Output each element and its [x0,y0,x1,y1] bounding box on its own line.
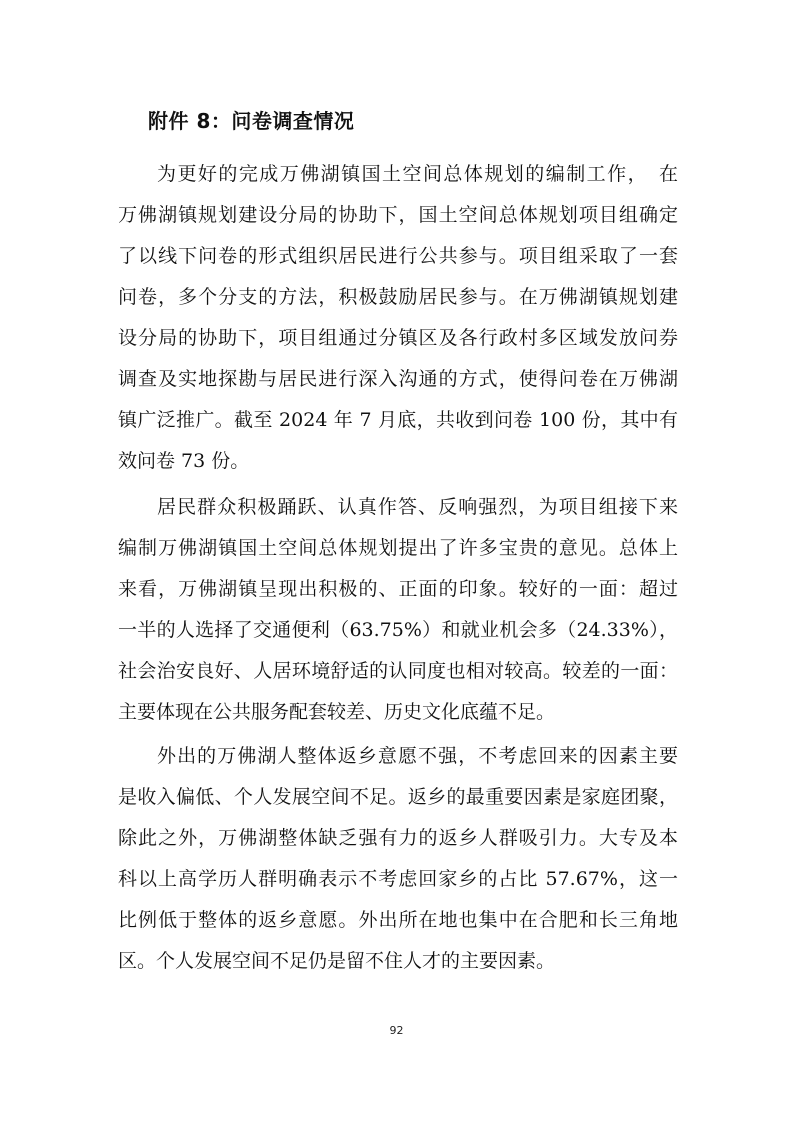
paragraph-3-line-3: 除此之外，万佛湖整体缺乏强有力的返乡人群吸引力。大专及本 [118,827,678,849]
paragraph-2-line-3: 来看，万佛湖镇呈现出积极的、正面的印象。较好的一面：超过 [118,578,678,600]
paragraph-2-line-2: 编制万佛湖镇国土空间总体规划提出了许多宝贵的意见。总体上 [118,537,678,559]
paragraph-1-line-1: 为更好的完成万佛湖镇国土空间总体规划的编制工作， 在 [157,163,678,185]
paragraph-3-line-2: 是收入偏低、个人发展空间不足。返乡的最重要因素是家庭团聚， [118,786,678,808]
paragraph-1-line-6: 调查及实地探勘与居民进行深入沟通的方式，使得问卷在万佛湖 [118,368,678,390]
paragraph-1-line-3: 了以线下问卷的形式组织居民进行公共参与。项目组采取了一套 [118,245,678,267]
paragraph-3-line-4: 科以上高学历人群明确表示不考虑回家乡的占比 57.67%，这一 [118,868,678,890]
paragraph-1-line-2: 万佛湖镇规划建设分局的协助下，国土空间总体规划项目组确定 [118,204,678,226]
paragraph-2-line-5: 社会治安良好、人居环境舒适的认同度也相对较高。较差的一面： [118,660,678,682]
page-number: 92 [389,1024,404,1037]
paragraph-3-line-5: 比例低于整体的返乡意愿。外出所在地也集中在合肥和长三角地 [118,909,678,931]
paragraph-1-line-8: 效问卷 73 份。 [118,450,250,472]
section-heading: 附件 8：问卷调查情况 [148,109,355,133]
paragraph-2-line-4: 一半的人选择了交通便利（63.75%）和就业机会多（24.33%）， [118,619,678,641]
paragraph-3-line-1: 外出的万佛湖人整体返乡意愿不强，不考虑回来的因素主要 [157,745,678,767]
paragraph-3-line-6: 区。个人发展空间不足仍是留不住人才的主要因素。 [118,950,556,972]
paragraph-1-line-5: 设分局的协助下，项目组通过分镇区及各行政村多区域发放问券 [118,327,678,349]
paragraph-1-line-7: 镇广泛推广。截至 2024 年 7 月底，共收到问卷 100 份，其中有 [118,409,678,431]
paragraph-2-line-6: 主要体现在公共服务配套较差、历史文化底蕴不足。 [118,701,556,723]
paragraph-2-line-1: 居民群众积极踊跃、认真作答、反响强烈，为项目组接下来 [157,496,678,518]
paragraph-1-line-4: 问卷，多个分支的方法，积极鼓励居民参与。在万佛湖镇规划建 [118,286,678,308]
